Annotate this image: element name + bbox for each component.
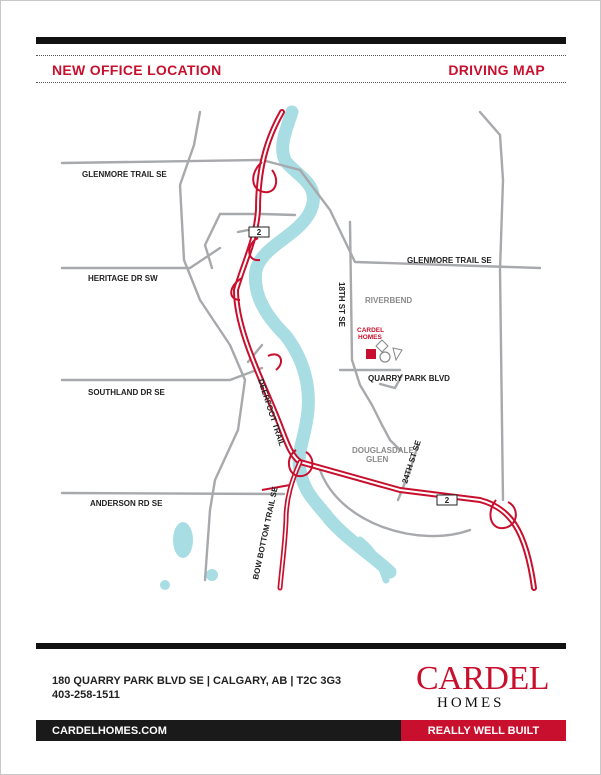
road-label-heritage: HERITAGE DR SW xyxy=(88,274,158,283)
cardel-logo-subtitle: HOMES xyxy=(437,695,505,711)
road-label-deerfoot: DEERFOOT TRAIL xyxy=(256,377,287,448)
road-label-southland: SOUTHLAND DR SE xyxy=(88,388,165,397)
road-label-24th-st: 24TH ST SE xyxy=(400,439,423,485)
road-label-bow-bottom: BOW BOTTOM TRAIL SE xyxy=(251,485,280,581)
svg-text:2: 2 xyxy=(444,496,450,505)
area-label-douglasdale-glen: GLEN xyxy=(366,455,389,464)
office-phone: 403-258-1511 xyxy=(52,689,120,701)
cardel-logo-wordmark: CARDEL xyxy=(416,660,549,697)
road-label-quarry-park: QUARRY PARK BLVD xyxy=(368,374,450,383)
road-label-glenmore-east: GLENMORE TRAIL SE xyxy=(407,256,492,265)
header-divider-top xyxy=(36,55,566,56)
top-rule xyxy=(36,37,566,44)
area-label-riverbend: RIVERBEND xyxy=(365,296,413,305)
office-label-line2: HOMES xyxy=(358,334,382,341)
header-divider-bottom xyxy=(36,82,566,83)
highway-shield-2-north xyxy=(249,227,269,237)
driving-map xyxy=(36,100,566,595)
road-label-18th-st: 18TH ST SE xyxy=(337,282,346,327)
highways xyxy=(236,112,534,588)
office-marker xyxy=(366,340,402,362)
highway-shield-2-south xyxy=(437,495,457,505)
page-title: NEW OFFICE LOCATION xyxy=(52,62,222,78)
map-type-title: DRIVING MAP xyxy=(448,62,545,78)
road-label-glenmore-west: GLENMORE TRAIL SE xyxy=(82,170,167,179)
tagline: REALLY WELL BUILT xyxy=(427,725,540,737)
office-label-line1: CARDEL xyxy=(357,327,385,334)
bottom-rule xyxy=(36,643,566,649)
area-label-douglasdale: DOUGLASDALE xyxy=(352,446,414,455)
interchanges xyxy=(231,162,516,528)
website-link[interactable]: CARDELHOMES.COM xyxy=(52,725,167,737)
office-address: 180 QUARRY PARK BLVD SE | CALGARY, AB | T2C 3G3 xyxy=(52,675,342,687)
road-label-anderson: ANDERSON RD SE xyxy=(90,499,163,508)
svg-text:2: 2 xyxy=(256,228,262,237)
